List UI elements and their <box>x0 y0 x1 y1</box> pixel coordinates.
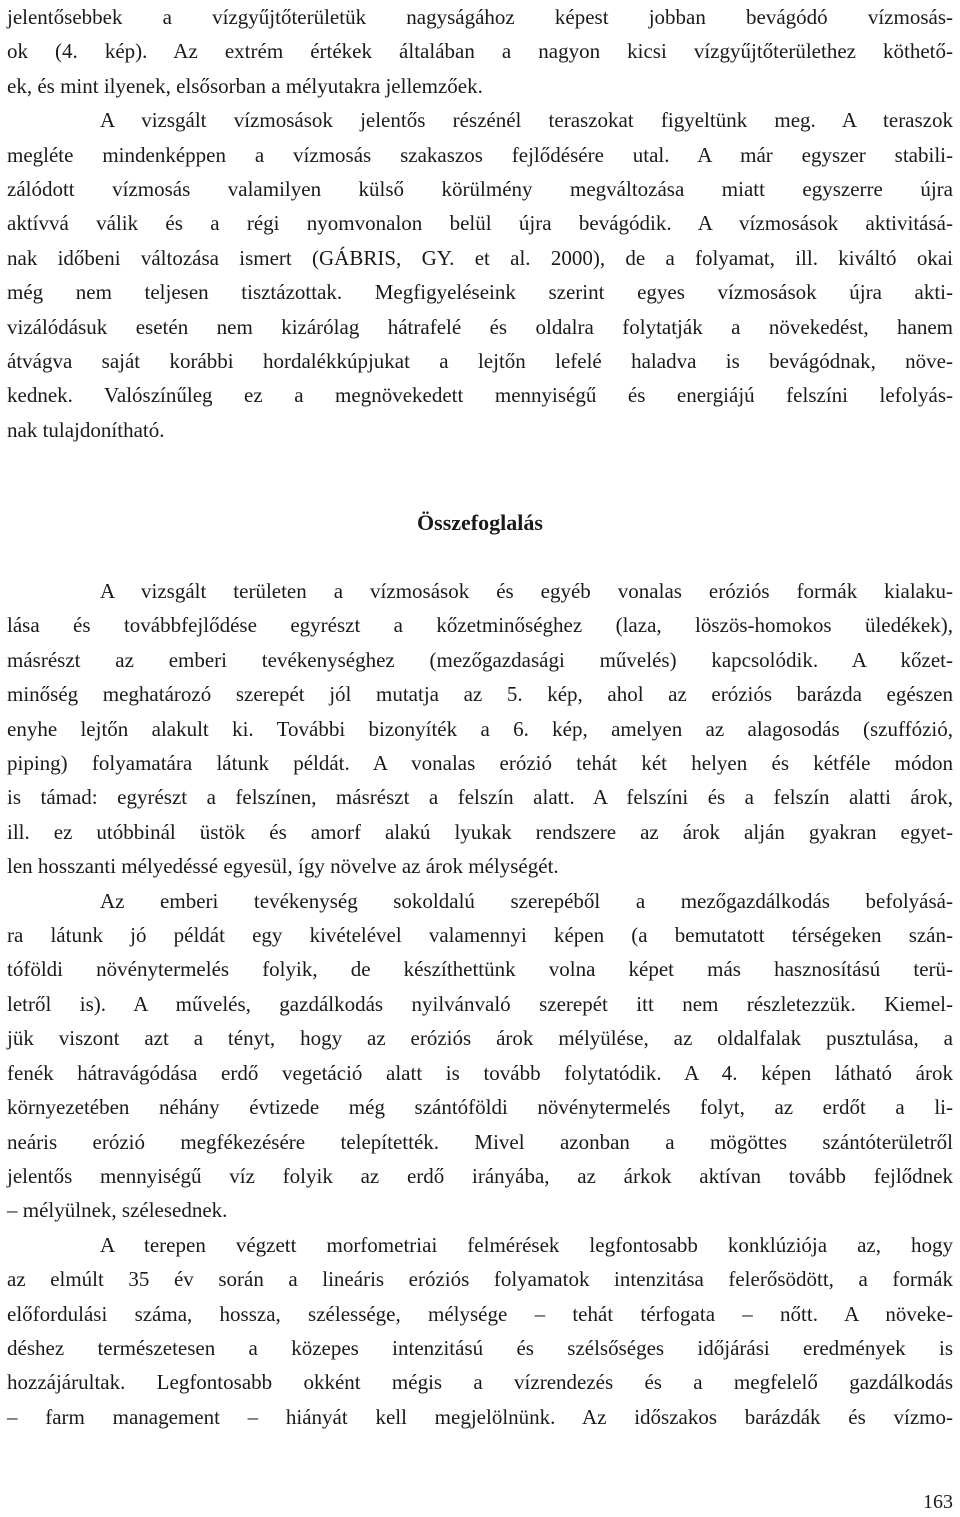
text-line: jelentős mennyiségű víz folyik az erdő irányába, az árkok aktívan tovább fejlődnek <box>7 1163 953 1188</box>
text-line: hozzájárultak. Legfontosabb okként mégis a vízrendezés és a megfelelő gazdálkodás <box>7 1370 953 1395</box>
text-line: jük viszont azt a tényt, hogy az eróziós árok mélyülése, az oldalfalak pusztulása, a <box>7 1026 953 1051</box>
summary-paragraphs <box>7 574 953 1434</box>
text-line: minőség meghatározó szerepét jól mutatja az 5. kép, ahol az eróziós barázda egészen <box>7 682 953 707</box>
body-paragraph-top <box>7 0 953 447</box>
text-line: kednek. Valószínűleg ez a megnövekedett mennyiségű és energiájú felszíni lefolyás- <box>7 383 953 408</box>
text-line: lása és továbbfejlődése egyrészt a kőzetminőséghez (laza, löszös-homokos üledékek), <box>7 613 953 638</box>
text-line: is támad: egyrészt a felszínen, másrészt a felszín alatt. A felszíni és a felszín alatti árok, <box>7 785 953 810</box>
text-line: jelentősebbek a vízgyűjtőterületük nagyságához képest jobban bevágódó vízmosás- <box>7 5 953 29</box>
text-line: A vizsgált vízmosások jelentős részénél teraszokat figyeltünk meg. A teraszok <box>100 108 953 133</box>
text-line: nak időbeni változása ismert (GÁBRIS, GY. et al. 2000), de a folyamat, ill. kiváltó okai <box>7 245 953 270</box>
text-line: ek, és mint ilyenek, elsősorban a mélyutakra jellemzőek. <box>7 73 483 98</box>
text-line: ra látunk jó példát egy kivételével valamennyi képen (a bemutatott térségeken szán- <box>7 923 953 948</box>
text-line: neáris erózió megfékezésére telepítették. Mivel azonban a mögöttes szántóterületről <box>7 1129 953 1154</box>
text-line: tóföldi növénytermelés folyik, de készíthettünk volna képet más hasznosítású terü- <box>7 957 953 982</box>
text-line: enyhe lejtőn alakult ki. További bizonyíték a 6. kép, amelyen az alagosodás (szuffózió, <box>7 716 953 741</box>
text-line: – mélyülnek, szélesednek. <box>7 1198 228 1223</box>
text-line: megléte mindenképpen a vízmosás szakaszos fejlődésére utal. A már egyszer stabili- <box>7 142 953 167</box>
text-line: nak tulajdonítható. <box>7 417 165 442</box>
text-line: letről is). A művelés, gazdálkodás nyilvánvaló szerepét itt nem részletezzük. Kiemel- <box>7 991 953 1016</box>
text-line: környezetében néhány évtizede még szántóföldi növénytermelés folyt, az erdőt a li- <box>7 1095 953 1120</box>
text-line: Az emberi tevékenység sokoldalú szerepéből a mezőgazdálkodás befolyásá- <box>100 888 953 913</box>
text-line: A terepen végzett morfometriai felmérések legfontosabb konklúziója az, hogy <box>100 1232 953 1257</box>
text-line: ok (4. kép). Az extrém értékek általában a nagyon kicsi vízgyűjtőterülethez köthető- <box>7 39 953 64</box>
text-line: – farm management – hiányát kell megjelölnünk. Az időszakos barázdák és vízmo- <box>7 1404 953 1429</box>
text-line: zálódott vízmosás valamilyen külső körülmény megváltozása miatt egyszerre újra <box>7 177 953 202</box>
text-line: len hosszanti mélyedéssé egyesül, így növelve az árok mélységét. <box>7 854 559 879</box>
page-number: 163 <box>923 1491 953 1513</box>
text-line: másrészt az emberi tevékenységhez (mezőgazdasági művelés) kapcsolódik. A kőzet- <box>7 647 953 672</box>
text-line: előfordulási száma, hossza, szélessége, mélysége – tehát térfogata – nőtt. A növeke- <box>7 1301 953 1326</box>
text-line: fenék hátravágódása erdő vegetáció alatt is tovább folytatódik. A 4. képen látható árok <box>7 1060 953 1085</box>
text-line: az elmúlt 35 év során a lineáris eróziós folyamatok intenzitása felerősödött, a formák <box>7 1267 953 1292</box>
text-line: déshez természetesen a közepes intenzitású és szélsőséges időjárási eredmények is <box>7 1335 953 1360</box>
section-heading: Összefoglalás <box>417 510 543 535</box>
text-line: piping) folyamatára látunk példát. A vonalas erózió tehát két helyen és kétféle módon <box>7 751 953 776</box>
text-line: vizálódásuk esetén nem kizárólag hátrafelé és oldalra folytatják a növekedést, hanem <box>7 314 953 339</box>
text-line: átvágva saját korábbi hordalékkúpjukat a lejtőn lefelé haladva is bevágódnak, növe- <box>7 349 953 374</box>
text-line: aktívvá válik és a régi nyomvonalon belül újra bevágódik. A vízmosások aktivitásá- <box>7 211 953 236</box>
text-line: A vizsgált területen a vízmosások és egyéb vonalas eróziós formák kialaku- <box>100 579 953 603</box>
text-line: ill. ez utóbbinál üstök és amorf alakú lyukak rendszere az árok alján gyakran egyet- <box>7 819 953 844</box>
text-line: még nem teljesen tisztázottak. Megfigyeléseink szerint egyes vízmosások újra akti- <box>7 280 953 305</box>
